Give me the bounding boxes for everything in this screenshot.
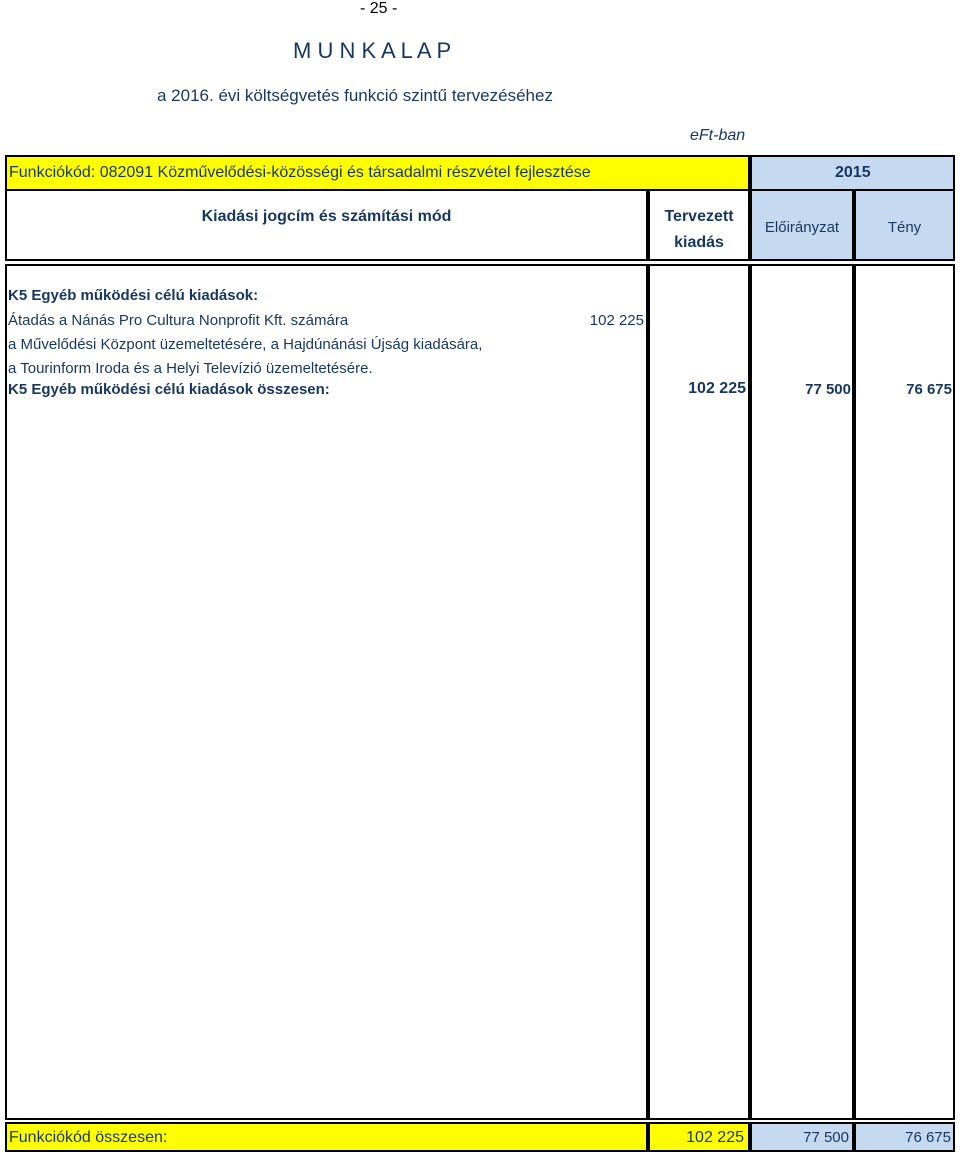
header-appropriation-cell <box>750 189 854 261</box>
subtotal-actual: 76 675 <box>906 381 952 398</box>
subtotal-appropriation: 77 500 <box>805 381 851 398</box>
subtotal-label: K5 Egyéb működési célú kiadások összesen: <box>8 381 330 398</box>
footer-appropriation: 77 500 <box>803 1129 849 1146</box>
body-line-2: a Művelődési Központ üzemeltetésére, a Hajdúnánási Újság kiadására, <box>8 336 483 353</box>
footer-appropriation-cell <box>750 1122 854 1152</box>
header-actual-cell <box>854 189 955 261</box>
page-number: - 25 - <box>360 0 398 17</box>
body-line-1-value: 102 225 <box>589 312 644 329</box>
header-actual: Tény <box>887 219 922 236</box>
footer-label: Funkciókód összesen: <box>9 1129 168 1146</box>
header-appropriation: Előirányzat <box>764 219 840 236</box>
page-title: M U N K A L A P <box>293 38 452 63</box>
header-description: Kiadási jogcím és számítási mód <box>201 208 452 225</box>
unit-label: eFt-ban <box>690 127 746 144</box>
body-line-1: Átadás a Nánás Pro Cultura Nonprofit Kft. számára <box>8 312 349 329</box>
year-cell <box>750 155 955 191</box>
footer-planned: 102 225 <box>686 1129 744 1146</box>
footer-actual-cell <box>854 1122 955 1152</box>
header-planned-cell <box>648 189 750 261</box>
function-code-cell <box>5 155 750 191</box>
section-heading: K5 Egyéb működési célú kiadások: <box>8 287 259 304</box>
footer-planned-cell <box>648 1122 750 1152</box>
header-description-cell <box>5 189 648 261</box>
function-code-label: Funkciókód: 082091 Közművelődési-közösségi és társadalmi részvétel fejlesztése <box>9 164 591 181</box>
header-planned-line1: Tervezett <box>664 208 734 225</box>
header-planned-line2: kiadás <box>674 234 724 251</box>
subtotal-planned: 102 225 <box>688 380 746 397</box>
footer-actual: 76 675 <box>905 1129 951 1146</box>
page-subtitle: a 2016. évi költségvetés funkció szintű tervezéséhez <box>157 86 553 105</box>
footer-label-cell <box>5 1122 648 1152</box>
year-label: 2015 <box>835 164 871 181</box>
body-line-3: a Tourinform Iroda és a Helyi Televízió üzemeltetésére. <box>8 360 373 377</box>
